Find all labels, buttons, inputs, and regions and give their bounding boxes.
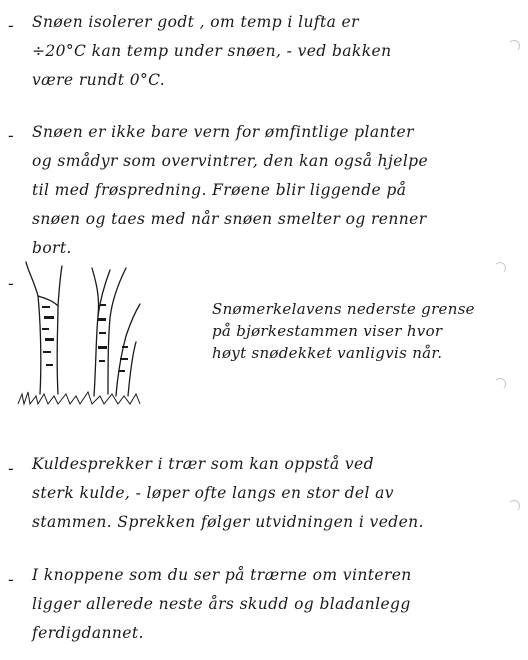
note-1-bullet: - [8,16,14,36]
note-2-bullet: - [8,126,14,146]
punch-hole-mark [494,262,506,274]
note-4-text: Kuldesprekker i trær som kan oppstå ved sterk kulde, - løper ofte langs en stor del av stammen. Sprekken følger utvidningen i veden. [32,455,424,531]
note-5-text: I knoppene som du ser på trærne om vinteren ligger allerede neste års skudd og bladanlegg ferdigdannet. [32,566,412,642]
note-2-text: Snøen er ikke bare vern for ømfintlige planter og smådyr som overvintrer, den kan også hjelpe til med frøspredning. Frøene blir liggende på snøen og taes med når snøen smelter og renner bort. [32,123,429,257]
note-3-bullet: - [8,274,14,294]
note-4-bullet: - [8,459,14,479]
punch-hole-mark [508,40,520,52]
punch-hole-mark [508,500,520,512]
note-3-caption: Snømerkelavens nederste grense på bjørkestammen viser hvor høyt snødekket vanligvis når. [212,300,475,362]
birch-trees-drawing [14,256,144,411]
punch-hole-mark [494,378,506,390]
note-5-bullet: - [8,570,14,590]
note-1-text: Snøen isolerer godt , om temp i lufta er ÷20°C kan temp under snøen, - ved bakken være rundt 0°C. [32,13,392,89]
